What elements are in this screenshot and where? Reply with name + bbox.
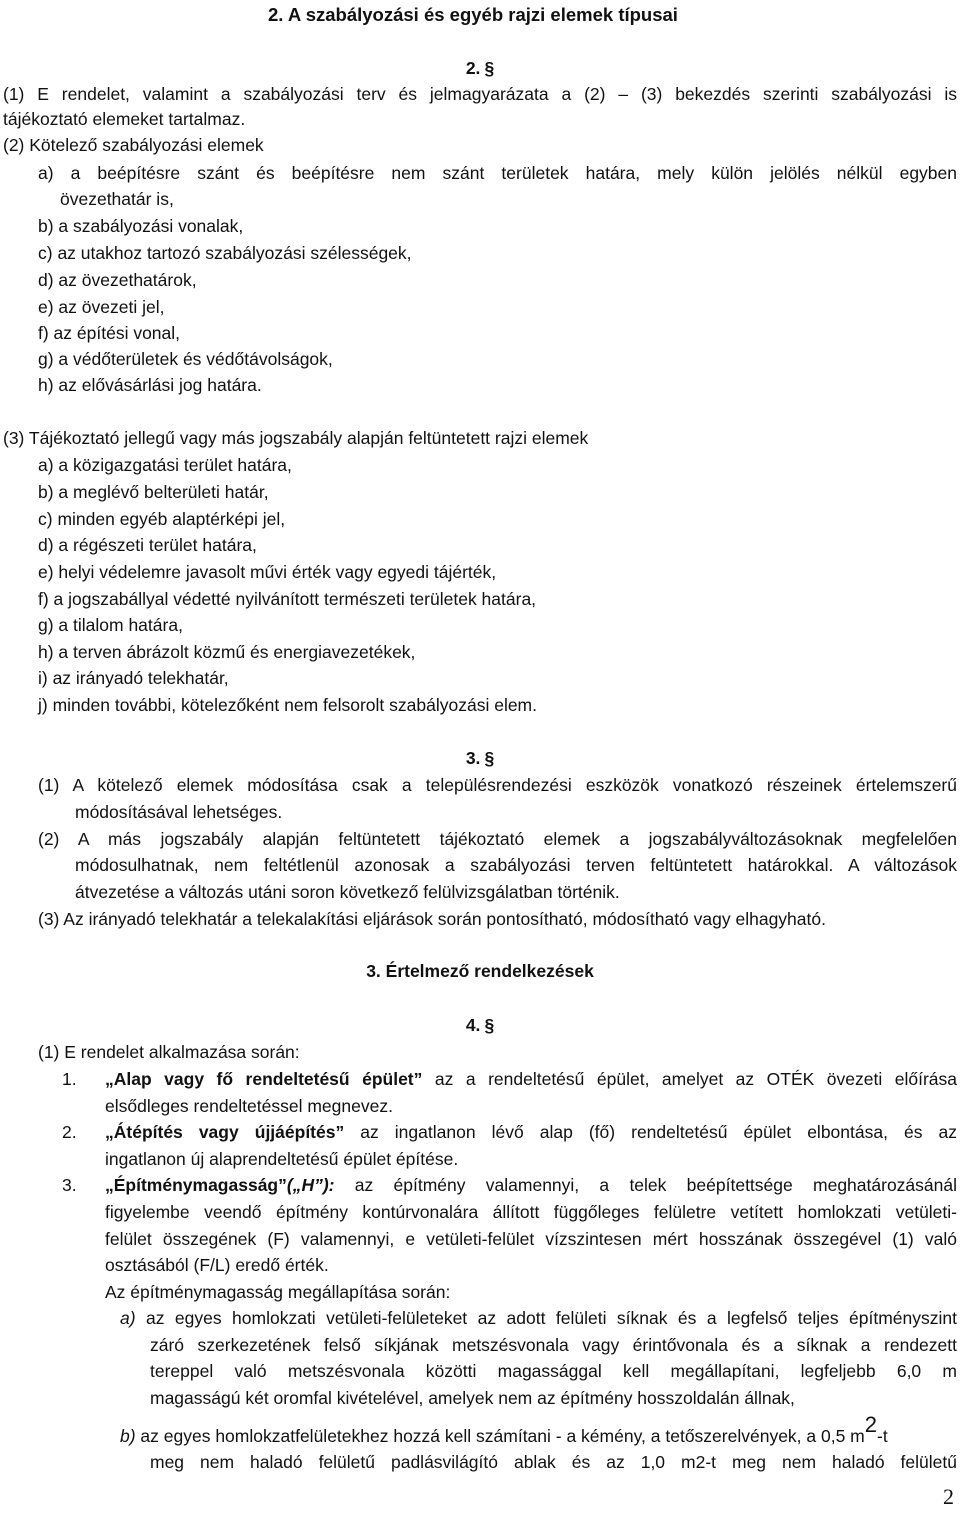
list-item: b) a meglévő belterületi határ, bbox=[38, 482, 269, 502]
definition-1-line2: elsődleges rendeltetéssel megnevez. bbox=[105, 1096, 393, 1116]
list-item: f) az építési vonal, bbox=[38, 323, 181, 343]
list-item: d) a régészeti terület határa, bbox=[38, 535, 257, 555]
defined-term: „Építménymagasság” bbox=[105, 1175, 287, 1195]
item-number: 1. bbox=[62, 1069, 77, 1089]
definition-2-line2: ingatlanon új alaprendeltetésű épület építése. bbox=[105, 1149, 459, 1169]
list-item: i) az irányadó telekhatár, bbox=[38, 668, 229, 688]
sub-item-label: a) bbox=[120, 1308, 136, 1328]
list-item: d) az övezethatárok, bbox=[38, 270, 197, 290]
definition-2-line1 bbox=[105, 1119, 957, 1145]
superscript: 2 bbox=[864, 1412, 878, 1437]
definition-3-line4: osztásából (F/L) eredő érték. bbox=[105, 1255, 329, 1275]
list-item: h) az elővásárlási jog határa. bbox=[38, 375, 262, 395]
s2-p2-title: (2) Kötelező szabályozási elemek bbox=[3, 135, 264, 155]
defined-term: „Alap vagy fő rendeltetésű épület” bbox=[105, 1069, 423, 1089]
list-item: g) a tilalom határa, bbox=[38, 615, 183, 635]
list-item: c) az utakhoz tartozó szabályozási szélességek, bbox=[38, 243, 412, 263]
sub-item-text: az egyes homlokzati vetületi-felületeket az adott felületi síknak és a legfelső teljes építményszint bbox=[135, 1308, 957, 1328]
definition-3-line1 bbox=[105, 1172, 957, 1198]
section-number: 3. bbox=[465, 748, 481, 768]
sub-item-label: b) bbox=[120, 1426, 136, 1446]
s3-p2-line1: (2) A más jogszabály alapján feltüntetett tájékoztató elemek a jogszabályváltozásoknak megfelelően bbox=[38, 829, 957, 849]
list-item: a) a beépítésre szánt és beépítésre nem szánt területek határa, mely külön jelölés nélkül egyben bbox=[38, 163, 957, 183]
paragraph-number-3 bbox=[0, 745, 960, 771]
sub-item-b-line1 bbox=[120, 1412, 888, 1449]
definition-3-line3: felület összegének (F) valamennyi, e vetületi-felület vízszintesen mért hosszának összegével (1) való bbox=[105, 1229, 957, 1249]
definition-3-line2: figyelembe veendő építmény kontúrvonalára állított függőleges felületre vetített homlokzati vetületi- bbox=[105, 1202, 957, 1222]
section-number: 2. bbox=[465, 58, 481, 78]
s3-p2-line2: módosulhatnak, nem feltétlenül azonosak a szabályozási terven feltüntetett határokkal. A változások bbox=[75, 855, 957, 875]
sub-item-a-line4: magasságú két oromfal kivételével, amelyek nem az építmény hosszoldalán állnak, bbox=[150, 1388, 795, 1408]
list-item: e) helyi védelemre javasolt művi érték vagy egyedi tájérték, bbox=[38, 562, 497, 582]
paragraph-number-4 bbox=[0, 1012, 960, 1038]
list-item: b) a szabályozási vonalak, bbox=[38, 216, 244, 236]
section-symbol: § bbox=[484, 748, 495, 768]
list-item: a) a közigazgatási terület határa, bbox=[38, 455, 292, 475]
paragraph-number-2 bbox=[0, 55, 960, 81]
list-item: j) minden további, kötelezőként nem felsorolt szabályozási elem. bbox=[38, 695, 537, 715]
list-item: c) minden egyéb alaptérképi jel, bbox=[38, 509, 286, 529]
defined-term: „Átépítés vagy újjáépítés” bbox=[105, 1122, 345, 1142]
sub-item-text-end: -t bbox=[877, 1426, 888, 1446]
definition-1-line1 bbox=[105, 1066, 957, 1092]
sub-item-a-line2: záró szerkezetének felső síkjának metszésvonala vagy érintővonala és a síknak a rendezett bbox=[150, 1335, 957, 1355]
sub-item-b-line2: meg nem haladó felületű padlásvilágító ablak és az 1,0 m2-t meg nem haladó felületű bbox=[150, 1452, 957, 1472]
s2-p1-line1: (1) E rendelet, valamint a szabályozási terv és jelmagyarázata a (2) – (3) bekezdés szerinti szabályozási is bbox=[3, 84, 957, 104]
section-number: 4. bbox=[465, 1015, 481, 1035]
list-item: h) a terven ábrázolt közmű és energiavezetékek, bbox=[38, 642, 416, 662]
definition-text: az a rendeltetésű épület, amelyet az OTÉK övezeti előírása bbox=[422, 1069, 957, 1089]
item-number: 2. bbox=[62, 1122, 77, 1142]
s3-p1-line1: (1) A kötelező elemek módosítása csak a településrendezési eszközök vonatkozó részeinek értelemszerű bbox=[38, 775, 957, 795]
sub-item-a-line1 bbox=[120, 1305, 957, 1331]
s3-p2-line3: átvezetése a változás utáni soron következő felülvizsgálatban történik. bbox=[75, 882, 620, 902]
sub-intro: Az építménymagasság megállapítása során: bbox=[105, 1282, 451, 1302]
definition-text: az építmény valamennyi, a telek beépítettsége meghatározásánál bbox=[334, 1175, 957, 1195]
list-item: f) a jogszabállyal védetté nyilvánított természeti területek határa, bbox=[38, 589, 537, 609]
sub-item-text: az egyes homlokzatfelületekhez hozzá kell számítani - a kémény, a tetőszerelvények, a 0,5 m bbox=[135, 1426, 865, 1446]
page-number: 2 bbox=[943, 1484, 954, 1509]
list-item-cont: övezethatár is, bbox=[60, 189, 174, 209]
definition-text: az ingatlanon lévő alap (fő) rendeltetésű épület elbontása, és az bbox=[344, 1122, 957, 1142]
s2-p3-title: (3) Tájékoztató jellegű vagy más jogszabály alapján feltüntetett rajzi elemek bbox=[3, 428, 589, 448]
s2-p1-line2: tájékoztató elemeket tartalmaz. bbox=[3, 109, 246, 129]
section-heading: 2. A szabályozási és egyéb rajzi elemek típusai bbox=[268, 4, 678, 25]
s3-p3: (3) Az irányadó telekhatár a telekalakítási eljárások során pontosítható, módosítható vagy elhagyható. bbox=[38, 909, 826, 929]
item-number: 3. bbox=[62, 1175, 77, 1195]
s3-p1-line2: módosításával lehetséges. bbox=[75, 802, 283, 822]
s4-intro: (1) E rendelet alkalmazása során: bbox=[38, 1042, 300, 1062]
sub-item-a-line3: tereppel való metszésvonala közötti magassággal kell megállapítani, legfeljebb 6,0 m bbox=[150, 1361, 957, 1381]
section-symbol: § bbox=[484, 58, 495, 78]
list-item: e) az övezeti jel, bbox=[38, 297, 165, 317]
section-symbol: § bbox=[484, 1015, 495, 1035]
defined-symbol: („H”): bbox=[286, 1175, 335, 1195]
section-heading-2: 3. Értelmező rendelkezések bbox=[366, 961, 594, 981]
list-item: g) a védőterületek és védőtávolságok, bbox=[38, 349, 333, 369]
